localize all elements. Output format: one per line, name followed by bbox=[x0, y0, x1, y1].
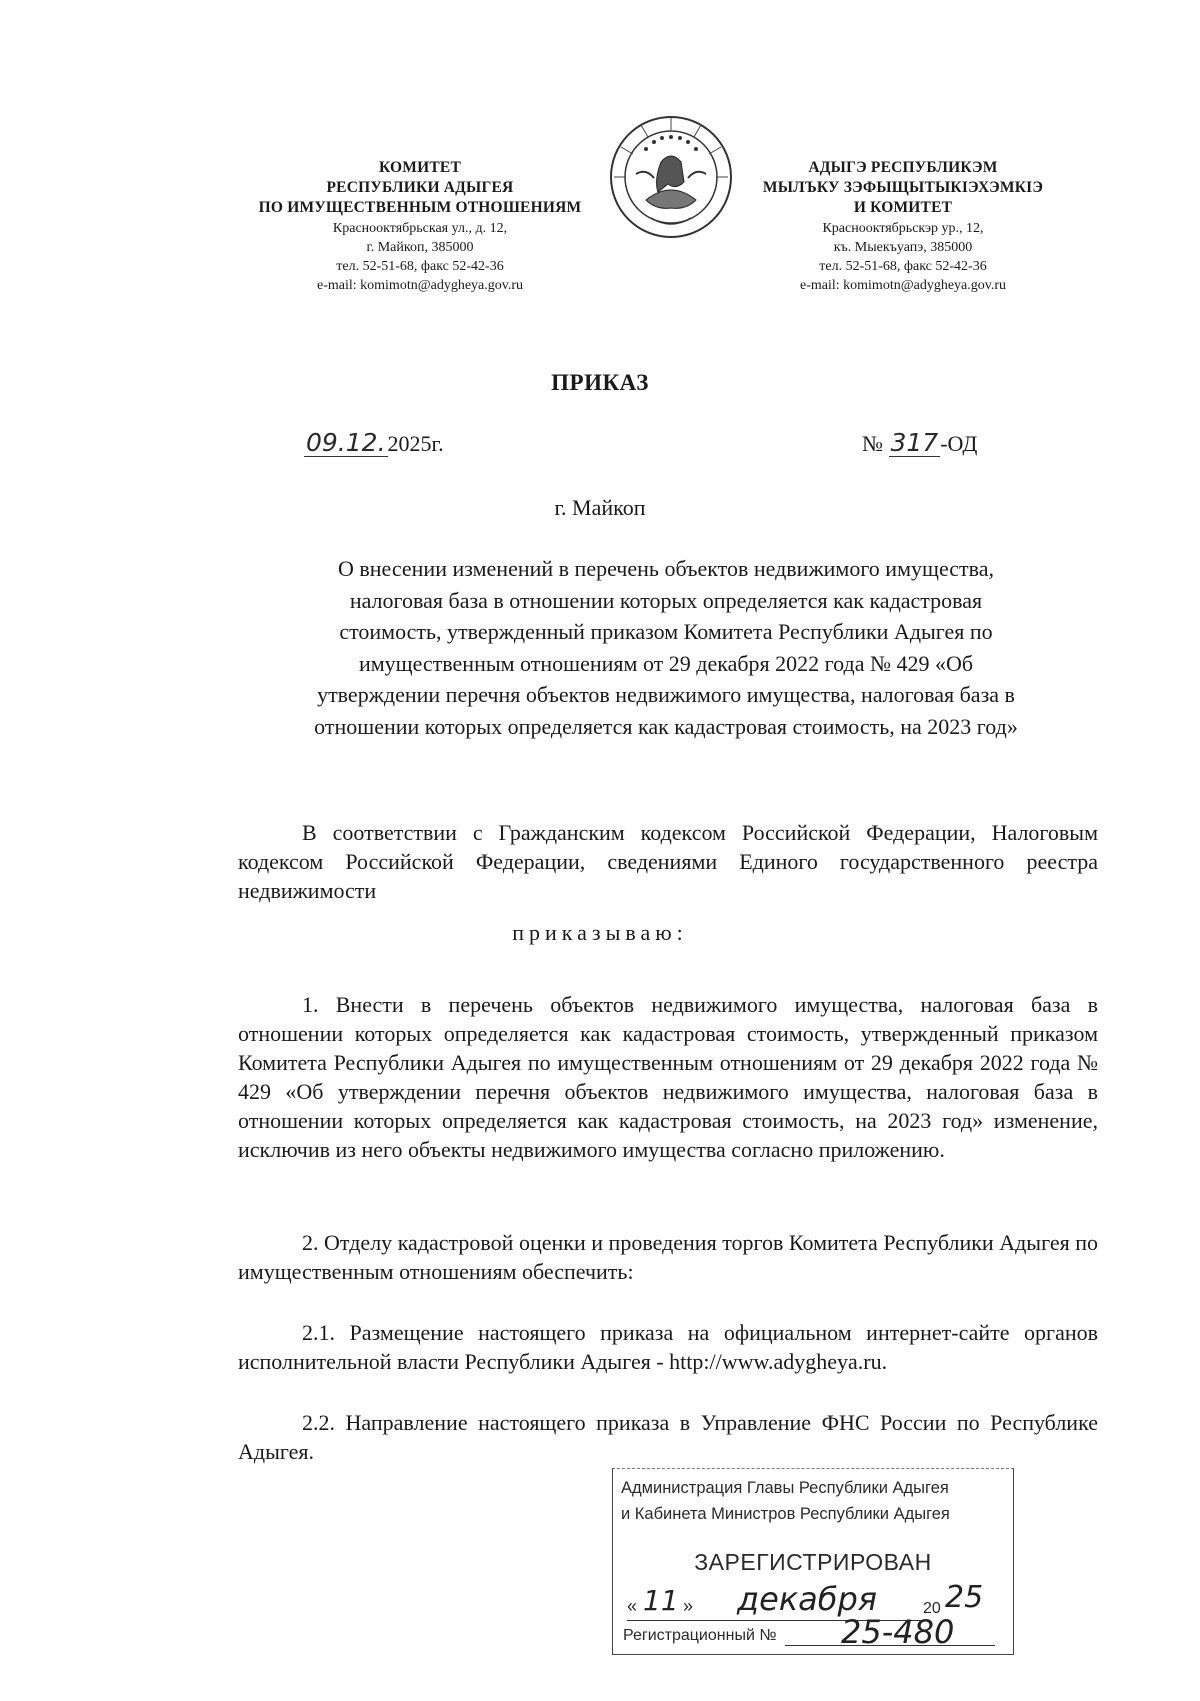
stamp-status: ЗАРЕГИСТРИРОВАН bbox=[694, 1549, 932, 1575]
email-ru: e-mail: komimotn@adygheya.gov.ru bbox=[317, 278, 523, 293]
date-handwritten: 09.12. bbox=[306, 428, 386, 457]
item-2-paragraph: 2. Отделу кадастровой оценки и проведения торгов Комитета Республики Адыгея по имущественным отношениям обеспечить: bbox=[238, 1230, 1098, 1284]
republic-emblem-icon bbox=[606, 112, 736, 242]
subject-line: имущественным отношениям от 29 декабря 2022 года № 429 «Об bbox=[358, 650, 974, 676]
subject-line: утверждении перечня объектов недвижимого имущества, налоговая база в bbox=[317, 682, 1015, 707]
number-handwritten: 317 bbox=[890, 428, 939, 457]
address-ady-line2: къ. Мыекъуапэ, 385000 bbox=[833, 240, 973, 255]
address-ady-line1: Краснооктябрьскэр ур., 12, bbox=[822, 221, 984, 236]
stamp-reg-label: Регистрационный № bbox=[623, 1627, 777, 1644]
stamp-close-quote: » bbox=[683, 1596, 694, 1616]
item-2-1-paragraph: 2.1. Размещение настоящего приказа на официальном интернет-сайте органов исполнительной власти Республики Адыгея - http://www.adygheya.ru. bbox=[238, 1320, 1098, 1374]
stamp-year-handwritten: 25 bbox=[945, 1580, 984, 1615]
header-left bbox=[232, 158, 608, 295]
address-ru-line2: г. Майкоп, 385000 bbox=[366, 240, 474, 255]
item-1-paragraph: 1. Внести в перечень объектов недвижимого имущества, налоговая база в отношении которых определяется как кадастровая стоимость, утвержденный приказом Комитета Республики Адыгея по имущественным отношениям от 29 декабря 2022 года № 429 «Об утверждении перечня объектов недвижимого имущества, налоговая база в отношении которых определяется как кадастровая стоимость, на 2023 год» изменение, исключив из него объекты недвижимого имущества согласно приложению. bbox=[238, 992, 1098, 1162]
item-2-2-paragraph: 2.2. Направление настоящего приказа в Управление ФНС России по Республике Адыгея. bbox=[238, 1410, 1098, 1464]
subject-line: отношении которых определяется как кадастровая стоимость, на 2023 год» bbox=[314, 713, 1018, 739]
registration-stamp-box bbox=[612, 1468, 1014, 1655]
phone-ady: тел. 52-51-68, факс 52-42-36 bbox=[819, 259, 987, 274]
document-date bbox=[304, 430, 444, 457]
org-name-ady-line2: МЫЛЪКУ ЗЭФЫЩЫТЫКIЭХЭМКIЭ bbox=[762, 179, 1044, 196]
subject-line: О внесении изменений в перечень объектов недвижимого имущества, bbox=[337, 556, 994, 581]
org-name-ru-line3: ПО ИМУЩЕСТВЕННЫМ ОТНОШЕНИЯМ bbox=[258, 199, 582, 216]
number-suffix: -ОД bbox=[940, 431, 978, 456]
subject-line: стоимость, утвержденный приказом Комитета Республики Адыгея по bbox=[339, 619, 993, 644]
stamp-month-handwritten: декабря bbox=[737, 1580, 878, 1618]
phone-ru: тел. 52-51-68, факс 52-42-36 bbox=[336, 259, 504, 274]
stamp-year-prefix: 20 bbox=[923, 1600, 941, 1617]
subject-line: налоговая база в отношении которых определяется как кадастровая bbox=[349, 587, 983, 613]
stamp-line-1: Администрация Главы Республики Адыгея bbox=[621, 1479, 949, 1497]
org-name-ru-line2: РЕСПУБЛИКИ АДЫГЕЯ bbox=[326, 179, 514, 196]
org-name-ady-line1: АДЫГЭ РЕСПУБЛИКЭМ bbox=[808, 159, 998, 176]
document-title: ПРИКАЗ bbox=[551, 370, 649, 395]
date-suffix: 2025г. bbox=[387, 431, 444, 456]
stamp-open-quote: « bbox=[627, 1596, 638, 1616]
document-number bbox=[862, 430, 977, 457]
stamp-reg-number-handwritten: 25-480 bbox=[841, 1613, 955, 1651]
stamp-line-2: и Кабинета Министров Республики Адыгея bbox=[621, 1505, 950, 1523]
address-ru-line1: Краснооктябрьская ул., д. 12, bbox=[332, 221, 508, 236]
org-name-ru-line1: КОМИТЕТ bbox=[378, 159, 461, 176]
document-city: г. Майкоп bbox=[554, 495, 646, 520]
stamp-reg-number bbox=[623, 1627, 776, 1645]
email-ady: e-mail: komimotn@adygheya.gov.ru bbox=[800, 278, 1006, 293]
order-word: приказываю: bbox=[512, 920, 688, 945]
preamble-paragraph: В соответствии с Гражданским кодексом Российской Федерации, Налоговым кодексом Российской Федерации, сведениями Единого государственного реестра недвижимости bbox=[238, 820, 1098, 903]
org-name-ady-line3: И КОМИТЕТ bbox=[853, 199, 953, 216]
header-right bbox=[738, 158, 1068, 295]
stamp-day-handwritten: 11 bbox=[643, 1584, 679, 1617]
number-prefix: № bbox=[862, 431, 883, 456]
document-subject bbox=[236, 553, 1096, 742]
